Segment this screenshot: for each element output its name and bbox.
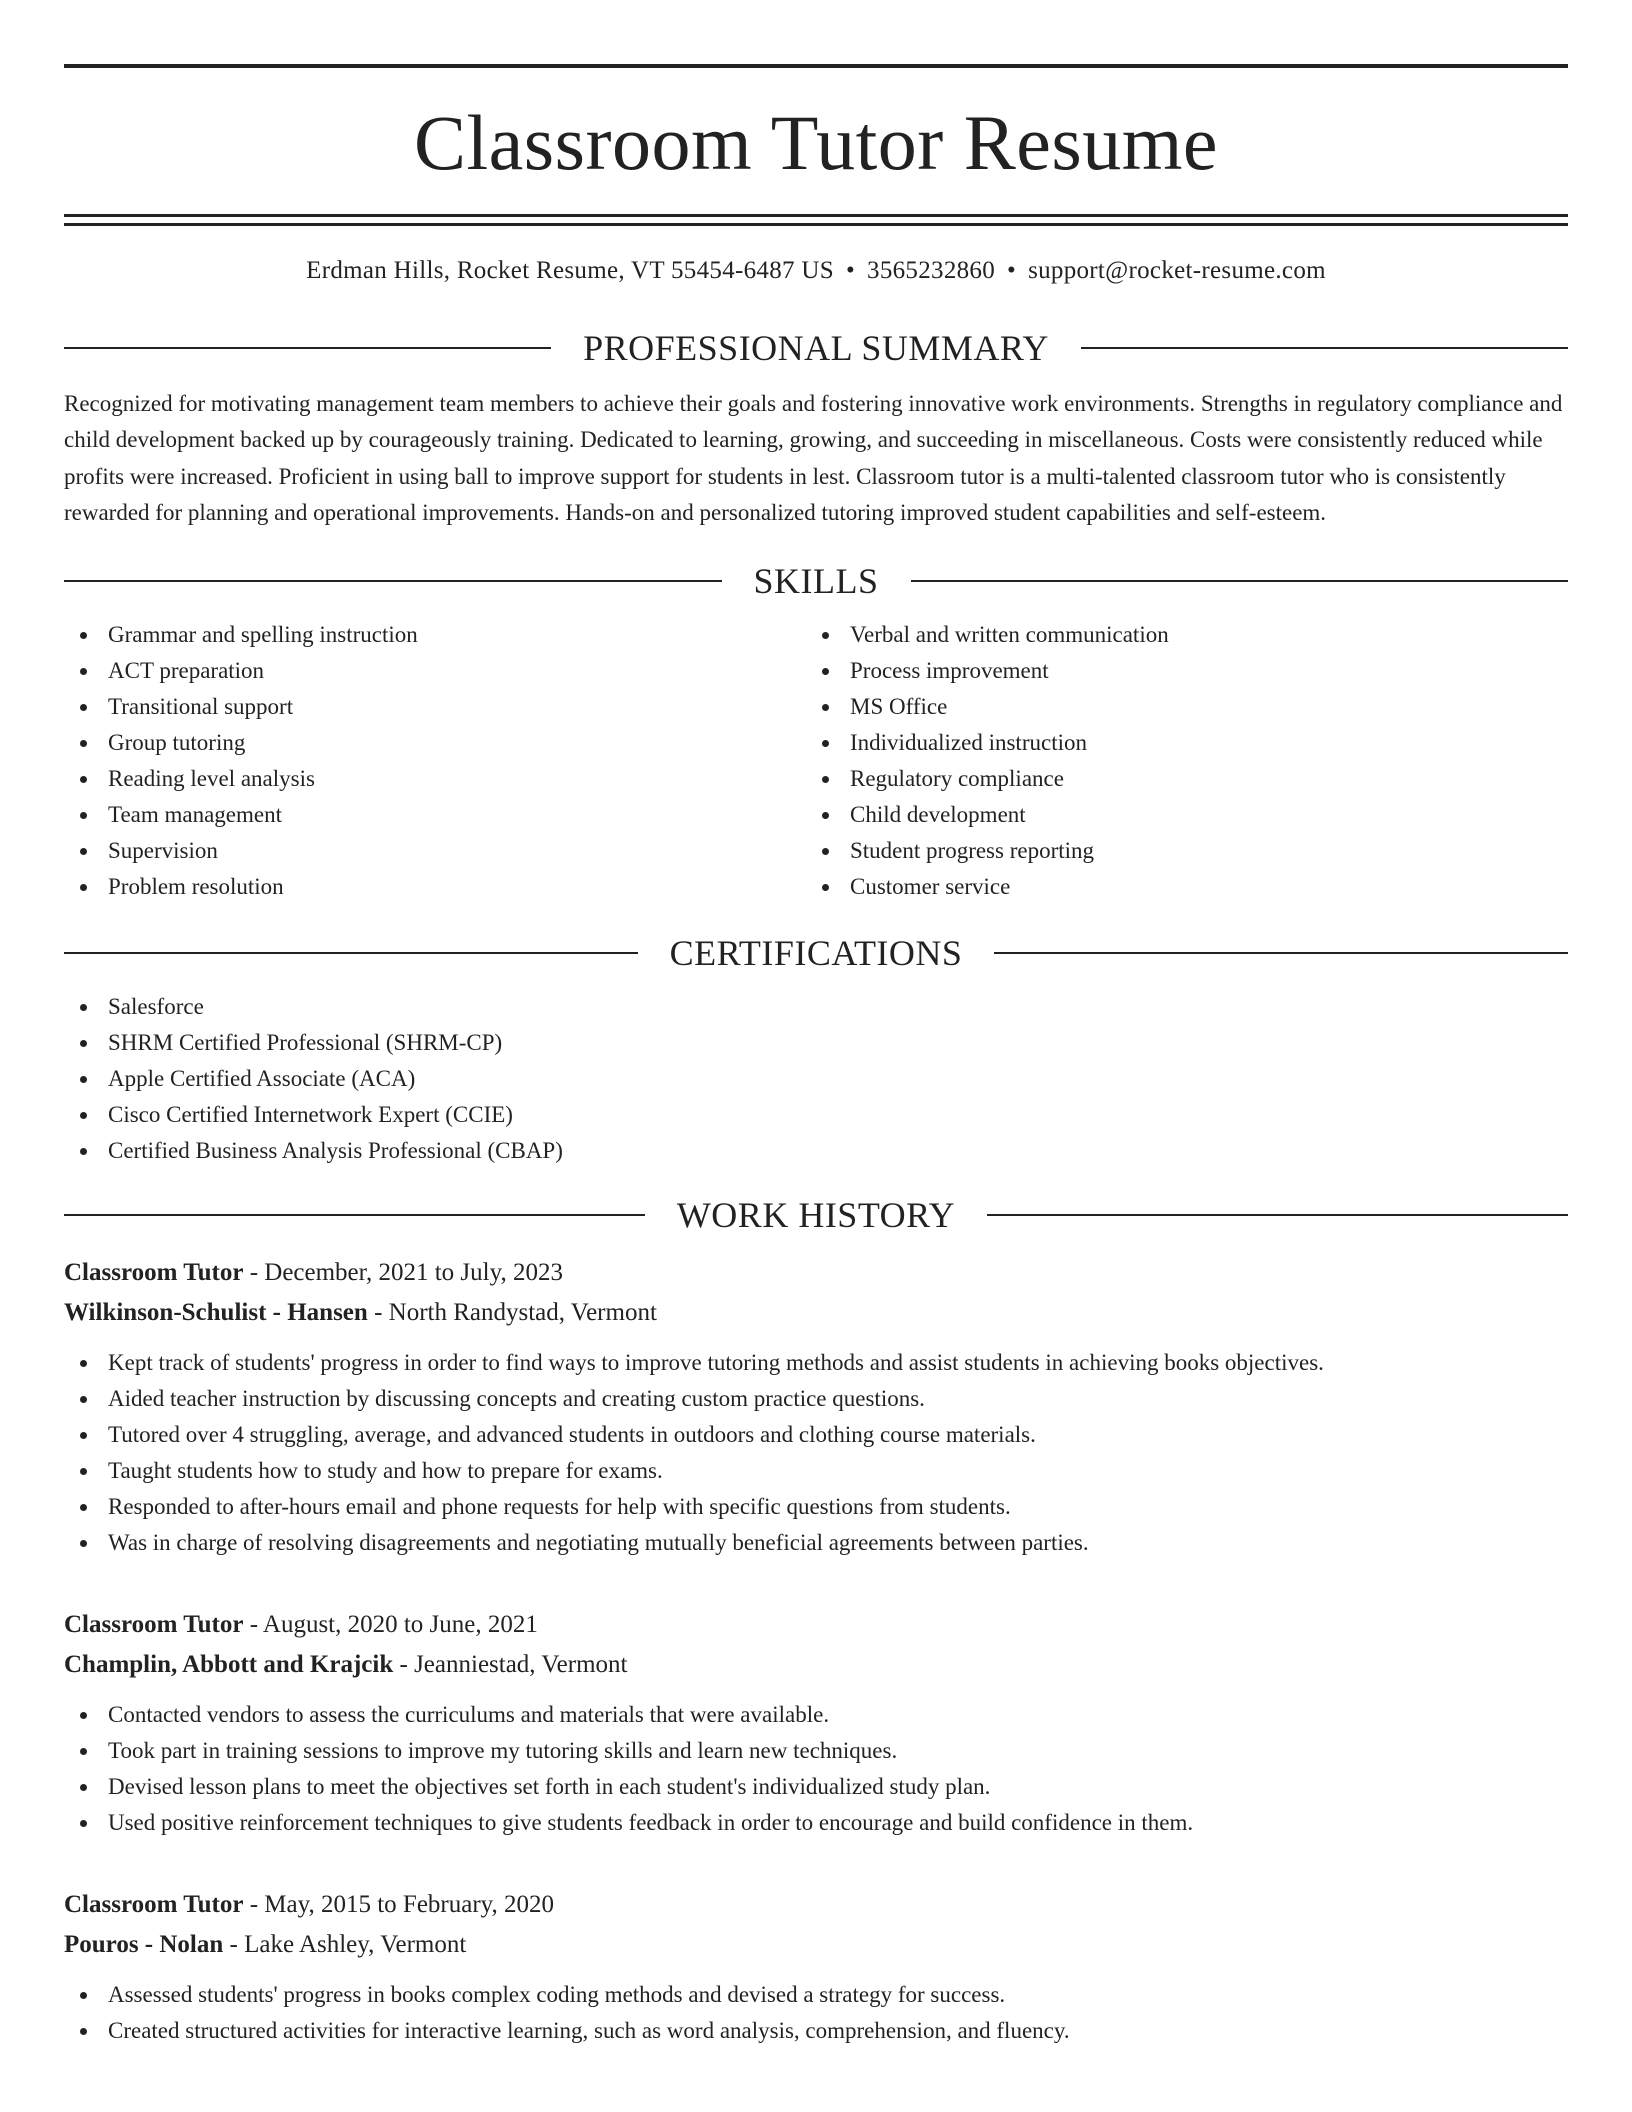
job-duties-list — [64, 1697, 1568, 1841]
section-header-skills — [64, 561, 1568, 601]
section-title-work-history: WORK HISTORY — [676, 1195, 956, 1236]
section-title-skills: SKILLS — [753, 561, 879, 602]
job-location: - Lake Ashley, Vermont — [223, 1931, 467, 1959]
job-entry — [64, 1253, 1568, 1561]
skills-list — [64, 617, 1568, 905]
job-company-line — [64, 1293, 1568, 1333]
job-entry — [64, 1885, 1568, 2049]
skill-item: Transitional support — [64, 689, 806, 725]
section-header-summary — [64, 328, 1568, 368]
skill-item: Regulatory compliance — [806, 761, 1548, 797]
job-duty-item: Assessed students' progress in books complex coding methods and devised a strategy for success. — [64, 1977, 1568, 2013]
job-duty-item: Taught students how to study and how to prepare for exams. — [64, 1453, 1568, 1489]
job-company: Champlin, Abbott and Krajcik — [64, 1651, 394, 1679]
job-duty-item: Contacted vendors to assess the curriculums and materials that were available. — [64, 1697, 1568, 1733]
page-title: Classroom Tutor Resume — [413, 99, 1219, 186]
job-duty-item: Used positive reinforcement techniques to give students feedback in order to encourage and build confidence in them. — [64, 1805, 1568, 1841]
section-header-certifications — [64, 933, 1568, 973]
job-company: Wilkinson-Schulist - Hansen — [64, 1299, 368, 1327]
skill-item: ACT preparation — [64, 653, 806, 689]
job-duty-item: Was in charge of resolving disagreements and negotiating mutually beneficial agreements between parties. — [64, 1525, 1568, 1561]
job-title: Classroom Tutor — [64, 1259, 244, 1287]
contact-line — [64, 256, 1568, 286]
section-header-work-history — [64, 1195, 1568, 1235]
skill-item: Customer service — [806, 869, 1548, 905]
top-rule — [64, 64, 1568, 68]
job-duty-item: Took part in training sessions to improve my tutoring skills and learn new techniques. — [64, 1733, 1568, 1769]
job-location: - North Randystad, Vermont — [367, 1299, 657, 1327]
job-duty-item: Created structured activities for interactive learning, such as word analysis, comprehension, and fluency. — [64, 2013, 1568, 2049]
job-company: Pouros - Nolan — [64, 1931, 224, 1959]
job-duties-list — [64, 1977, 1568, 2049]
job-company-line — [64, 1645, 1568, 1685]
job-duties-list — [64, 1345, 1568, 1561]
skill-item: Grammar and spelling instruction — [64, 617, 806, 653]
job-location: - Jeanniestad, Vermont — [393, 1651, 628, 1679]
contact-address: Erdman Hills, Rocket Resume, VT 55454-6487 US — [306, 257, 834, 284]
job-duty-item: Kept track of students' progress in order to find ways to improve tutoring methods and assist students in achieving books objectives. — [64, 1345, 1568, 1381]
skill-item: Group tutoring — [64, 725, 806, 761]
job-duty-item: Responded to after-hours email and phone requests for help with specific questions from students. — [64, 1489, 1568, 1525]
certification-item: SHRM Certified Professional (SHRM-CP) — [64, 1025, 1568, 1061]
title-double-rule — [64, 214, 1568, 226]
skill-item: Reading level analysis — [64, 761, 806, 797]
contact-phone: 3565232860 — [867, 257, 996, 284]
skill-item: Child development — [806, 797, 1548, 833]
contact-email: support@rocket-resume.com — [1028, 257, 1326, 284]
skill-item: Student progress reporting — [806, 833, 1548, 869]
job-duty-item: Aided teacher instruction by discussing concepts and creating custom practice questions. — [64, 1381, 1568, 1417]
job-title-line — [64, 1253, 1568, 1293]
skill-item: Team management — [64, 797, 806, 833]
resume-page — [64, 64, 1568, 2049]
certification-item: Apple Certified Associate (ACA) — [64, 1061, 1568, 1097]
summary-text: Recognized for motivating management team members to achieve their goals and fostering innovative work environments. Strengths in regulatory compliance and child development backed up by courageously training. Dedicated to learning, growing, and succeeding in miscellaneous. Costs were consistently reduced while profits were increased. Proficient in using ball to improve support for students in lest. Classroom tutor is a multi-talented classroom tutor who is consistently rewarded for planning and operational improvements. Hands-on and personalized tutoring improved student capabilities and self-esteem. — [64, 391, 1563, 525]
job-entry — [64, 1605, 1568, 1841]
skills-column-left — [64, 617, 806, 905]
work-history-list — [64, 1253, 1568, 2049]
job-dates: - December, 2021 to July, 2023 — [243, 1259, 563, 1287]
section-title-summary: PROFESSIONAL SUMMARY — [583, 328, 1049, 368]
job-title-line — [64, 1885, 1568, 1925]
section-title-certifications: CERTIFICATIONS — [669, 933, 963, 974]
skill-item: MS Office — [806, 689, 1548, 725]
skill-item: Process improvement — [806, 653, 1548, 689]
job-duty-item: Tutored over 4 struggling, average, and advanced students in outdoors and clothing course materials. — [64, 1417, 1568, 1453]
skill-item: Problem resolution — [64, 869, 806, 905]
job-title-line — [64, 1605, 1568, 1645]
job-dates: - May, 2015 to February, 2020 — [243, 1891, 555, 1919]
skill-item: Verbal and written communication — [806, 617, 1548, 653]
certification-item: Certified Business Analysis Professional (CBAP) — [64, 1133, 1568, 1169]
certification-item: Cisco Certified Internetwork Expert (CCIE) — [64, 1097, 1568, 1133]
job-dates: - August, 2020 to June, 2021 — [243, 1611, 538, 1639]
job-title: Classroom Tutor — [64, 1891, 244, 1919]
certifications-list — [64, 989, 1568, 1169]
contact-separator: • — [845, 257, 856, 284]
job-duty-item: Devised lesson plans to meet the objectives set forth in each student's individualized study plan. — [64, 1769, 1568, 1805]
skill-item: Supervision — [64, 833, 806, 869]
job-title: Classroom Tutor — [64, 1611, 244, 1639]
certification-item: Salesforce — [64, 989, 1568, 1025]
contact-separator: • — [1007, 257, 1017, 284]
skill-item: Individualized instruction — [806, 725, 1548, 761]
skills-column-right — [806, 617, 1548, 905]
job-company-line — [64, 1925, 1568, 1965]
